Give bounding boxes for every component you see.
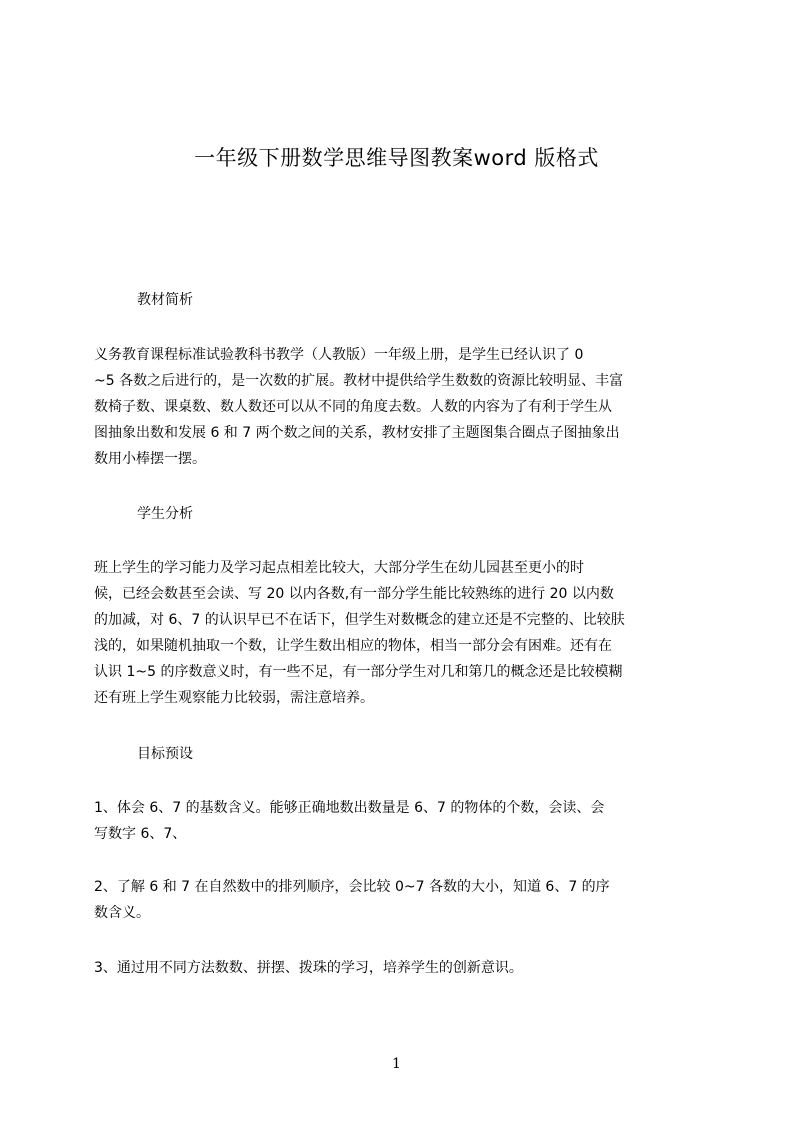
page-number: 1 bbox=[392, 1056, 401, 1072]
section-heading-student-analysis: 学生分析 bbox=[137, 506, 193, 522]
paragraph-goal-2 bbox=[94, 874, 706, 926]
text-line: 班上学生的学习能力及学习起点相差比较大，大部分学生在幼儿园甚至更小的时 bbox=[94, 560, 584, 576]
text-line: 义务教育课程标准试验教科书教学（人教版）一年级上册，是学生已经认识了 0 bbox=[94, 347, 584, 363]
text-line: 写数字 6、7、 bbox=[94, 826, 187, 842]
paragraph-goal-1 bbox=[94, 795, 706, 847]
text-line: 数用小棒摆一摆。 bbox=[94, 451, 206, 467]
text-line: 2、了解 6 和 7 在自然数中的排列顺序，会比较 0~7 各数的大小，知道 6、7 的序 bbox=[94, 879, 610, 895]
text-line: 认识 1~5 的序数意义时，有一些不足，有一部分学生对几和第几的概念还是比较模糊 bbox=[94, 664, 623, 680]
section-heading-textbook-analysis: 教材简析 bbox=[137, 292, 193, 308]
document-title: 一年级下册数学思维导图教案word 版格式 bbox=[194, 146, 599, 170]
text-line: 图抽象出数和发展 6 和 7 两个数之间的关系，教材安排了主题图集合圈点子图抽象出 bbox=[94, 425, 620, 441]
paragraph-student-analysis bbox=[94, 555, 706, 711]
text-line: 还有班上学生观察能力比较弱，需注意培养。 bbox=[94, 690, 374, 706]
text-line: 3、通过用不同方法数数、拼摆、拨珠的学习，培养学生的创新意识。 bbox=[94, 960, 523, 976]
text-line: 数含义。 bbox=[94, 905, 150, 921]
text-line: 浅的，如果随机抽取一个数，让学生数出相应的物体，相当一部分会有困难。还有在 bbox=[94, 638, 612, 654]
paragraph-goal-3 bbox=[94, 955, 706, 981]
text-line: 的加减，对 6、7 的认识早已不在话下，但学生对数概念的建立还是不完整的、比较肤 bbox=[94, 612, 625, 628]
text-line: 1、体会 6、7 的基数含义。能够正确地数出数量是 6、7 的物体的个数，会读、会 bbox=[94, 800, 605, 816]
section-heading-goals: 目标预设 bbox=[137, 746, 193, 762]
text-line: 数椅子数、课桌数、数人数还可以从不同的角度去数。人数的内容为了有利于学生从 bbox=[94, 399, 612, 415]
text-line: 候，已经会数甚至会读、写 20 以内各数,有一部分学生能比较熟练的进行 20 以内数 bbox=[94, 586, 614, 602]
paragraph-textbook-analysis bbox=[94, 342, 706, 472]
text-line: ~5 各数之后进行的，是一次数的扩展。教材中提供给学生数数的资源比较明显、丰富 bbox=[94, 373, 624, 389]
